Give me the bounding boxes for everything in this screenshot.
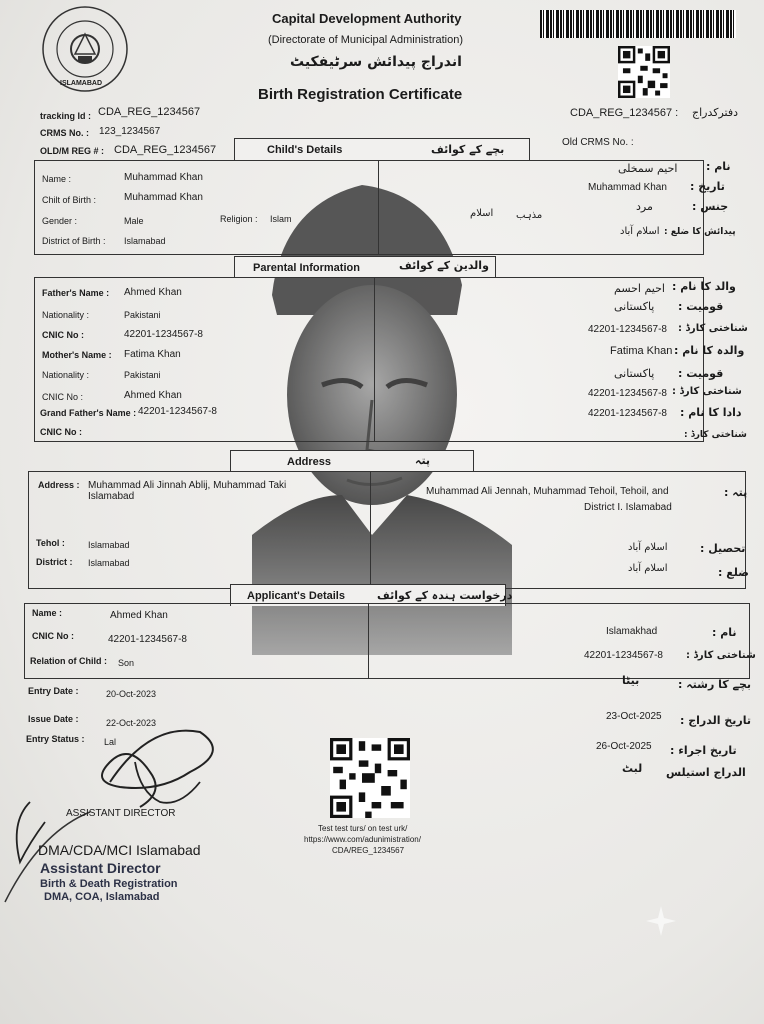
child-birth-label: Chilt of Birth :	[42, 195, 97, 205]
cnic-3-label: CNIC No :	[40, 427, 82, 437]
nationality-1-value-urdu: پاکستانی	[614, 300, 655, 313]
entry-date-label: Entry Date :	[28, 686, 79, 696]
directorate-name: (Directorate of Municipal Administration)	[268, 34, 464, 46]
relation-label-urdu: بچے کا رشتہ :	[678, 678, 752, 691]
nationality-1-label: Nationality :	[42, 310, 90, 320]
tehsil-label: Tehol :	[36, 538, 65, 548]
office-name: DMA/CDA/MCI Islamabad	[38, 842, 201, 858]
entry-status-value-urdu: لبٹ	[622, 762, 643, 775]
applicant-title: Applicant's Details	[247, 590, 345, 602]
tracking-id-label: tracking Id :	[40, 111, 92, 121]
child-religion-value: Islam	[270, 214, 292, 224]
assistant-director-small: ASSISTANT DIRECTOR	[66, 808, 176, 819]
grandfather-label-urdu: دادا کا نام :	[680, 406, 742, 419]
cnic-2-label: CNIC No :	[42, 392, 84, 402]
verify-line-1: Test test turs/ on test urk/	[318, 824, 408, 833]
child-birth-value: Muhammad Khan	[124, 192, 203, 203]
stamp-line-3: DMA, COA, Islamabad	[44, 891, 160, 903]
address-title: Address	[287, 456, 332, 468]
qr-code-top	[618, 46, 670, 98]
applicant-title-urdu: درخواست ہندہ کے کوائف	[377, 589, 513, 602]
grandfather-value-urdu: 42201-1234567-8	[588, 408, 667, 419]
issue-date-label-urdu: تاریخ اجراء :	[670, 744, 737, 757]
oldm-reg-label: OLD/M REG # :	[40, 146, 105, 156]
entry-status-label-urdu: الدراج استیلس	[666, 766, 746, 779]
cnic-1-value-urdu: 42201-1234567-8	[588, 324, 667, 335]
authority-name: Capital Development Authority	[272, 11, 462, 26]
issue-date-value-urdu: 26-Oct-2025	[596, 741, 652, 752]
applicant-name-label-urdu: نام :	[712, 626, 737, 639]
right-ref-value: CDA_REG_1234567 :	[570, 107, 679, 119]
verify-line-2: https://www.com/adunimistration/	[304, 835, 421, 844]
applicant-divider	[368, 603, 369, 679]
father-name-value: Ahmed Khan	[124, 287, 182, 298]
nationality-1-label-urdu: قومیت :	[678, 300, 724, 313]
address-label-urdu: پتہ :	[724, 486, 748, 499]
nationality-2-value-urdu: پاکستانی	[614, 367, 655, 380]
oldm-reg-value: CDA_REG_1234567	[114, 144, 217, 156]
address-district-label: District :	[36, 557, 73, 567]
child-details-title: Child's Details	[267, 144, 343, 156]
mother-name-label: Mother's Name :	[42, 350, 112, 360]
parental-info-title-urdu: والدین کے کوائف	[399, 259, 489, 272]
address-value-line2: Islamabad	[88, 491, 135, 502]
child-date-value-urdu: Muhammad Khan	[588, 182, 667, 193]
parental-info-divider	[374, 277, 375, 442]
child-district-value: Islamabad	[124, 236, 166, 246]
right-ref-label: دفترکدراج	[692, 106, 739, 119]
child-district-label: District of Birth :	[42, 236, 106, 246]
cnic-2-value: Ahmed Khan	[124, 390, 182, 401]
cnic-1-label: CNIC No :	[42, 330, 84, 340]
child-name-label: Name :	[42, 174, 72, 184]
issue-date-label: Issue Date :	[28, 714, 79, 724]
entry-date-value: 20-Oct-2023	[106, 689, 157, 699]
entry-status-label: Entry Status :	[26, 734, 85, 744]
mother-name-value-urdu: Fatima Khan	[610, 345, 673, 357]
relation-label: Relation of Child :	[30, 656, 107, 666]
grandfather-name-label: Grand Father's Name :	[40, 408, 137, 418]
father-name-value-urdu: احیم احسم	[614, 282, 665, 295]
father-name-label: Father's Name :	[42, 288, 110, 298]
child-religion-label-urdu: مذہب	[516, 210, 543, 221]
applicant-cnic-label-urdu: شناختی کارڈ :	[686, 650, 756, 661]
crms-label: CRMS No. :	[40, 128, 89, 138]
child-details-header	[234, 138, 530, 160]
entry-status-value: Lal	[104, 737, 117, 747]
address-value-urdu-line2: District I. Islamabad	[584, 502, 672, 513]
parental-info-title: Parental Information	[253, 262, 360, 274]
address-district-value-urdu: اسلام آباد	[628, 563, 668, 574]
father-name-label-urdu: والد کا نام :	[672, 280, 736, 293]
cnic-2-value-urdu: 42201-1234567-8	[588, 388, 667, 399]
address-title-urdu: پتہ	[415, 454, 431, 467]
registration-date-value: 23-Oct-2025	[606, 711, 662, 722]
cnic-3-label-urdu: شناختی کارڈ :	[684, 430, 747, 440]
nationality-2-label: Nationality :	[42, 370, 90, 380]
child-district-label-urdu: پیدائش کا ضلع :	[664, 227, 736, 237]
issue-date-value: 22-Oct-2023	[106, 718, 157, 728]
child-gender-value: Male	[124, 216, 144, 226]
address-divider	[370, 471, 371, 589]
address-header	[230, 450, 474, 472]
applicant-name-value-urdu: Islamakhad	[606, 626, 658, 637]
child-name-value: Muhammad Khan	[124, 172, 203, 183]
child-details-title-urdu: بچے کے کوائف	[431, 143, 505, 156]
applicant-name-label: Name :	[32, 608, 63, 618]
child-religion-value-urdu: اسلام	[470, 208, 494, 219]
child-gender-label: Gender :	[42, 216, 78, 226]
stamp-line-2: Birth & Death Registration	[40, 878, 178, 890]
cnic-1-value: 42201-1234567-8	[124, 329, 203, 340]
child-name-value-urdu: احیم سمخلی	[618, 162, 678, 175]
title-english: Birth Registration Certificate	[258, 86, 463, 103]
barcode	[540, 10, 736, 38]
parental-info-header	[234, 256, 496, 278]
nationality-2-label-urdu: قومیت :	[678, 367, 724, 380]
applicant-name-value: Ahmed Khan	[110, 610, 168, 621]
tehsil-value-urdu: اسلام آباد	[628, 542, 668, 553]
address-value-line1: Muhammad Ali Jinnah Ablij, Muhammad Taki	[88, 480, 287, 491]
nationality-1-value: Pakistani	[124, 310, 161, 320]
applicant-cnic-label: CNIC No :	[32, 631, 74, 641]
child-details-divider	[378, 160, 379, 255]
child-district-value-urdu: اسلام آباد	[620, 226, 660, 237]
child-religion-label: Religion :	[220, 214, 258, 224]
cnic-2-label-urdu: شناختی کارڈ :	[672, 386, 742, 397]
sparkle-icon	[646, 906, 676, 936]
grandfather-name-value: 42201-1234567-8	[138, 406, 217, 417]
verify-line-3: CDA/REG_1234567	[332, 846, 405, 855]
title-urdu: اندراج پیدائش سرٹیفکیٹ	[290, 54, 462, 70]
seal-city: ISLAMABAD	[60, 80, 102, 87]
stamp-title: Assistant Director	[40, 860, 161, 876]
applicant-cnic-value-urdu: 42201-1234567-8	[584, 650, 663, 661]
child-name-label-urdu: نام :	[706, 160, 731, 173]
registration-date-label: تاریخ الدراج :	[680, 714, 751, 727]
address-value-urdu-line1: Muhammad Ali Jennah, Muhammad Tehoil, Tehoil, and	[426, 486, 669, 497]
cnic-1-label-urdu: شناختی کارڈ :	[678, 323, 748, 334]
child-gender-value-urdu: مرد	[636, 200, 653, 213]
nationality-2-value: Pakistani	[124, 370, 161, 380]
address-label: Address :	[38, 480, 80, 490]
address-district-label-urdu: ضلع :	[718, 566, 749, 579]
relation-value: Son	[118, 658, 135, 668]
crms-value: 123_1234567	[99, 126, 161, 137]
child-gender-label-urdu: جنس :	[692, 200, 729, 213]
mother-name-label-urdu: والدہ کا نام :	[674, 344, 745, 357]
relation-value-urdu: بیٹا	[622, 674, 640, 687]
applicant-cnic-value: 42201-1234567-8	[108, 634, 187, 645]
tehsil-value: Islamabad	[88, 540, 130, 550]
mother-name-value: Fatima Khan	[124, 349, 181, 360]
old-crms-label: Old CRMS No. :	[562, 137, 634, 148]
qr-code-verify	[330, 738, 410, 818]
tehsil-label-urdu: تحصیل :	[700, 542, 746, 555]
address-district-value: Islamabad	[88, 558, 130, 568]
tracking-id-value: CDA_REG_1234567	[98, 106, 201, 118]
child-date-label-urdu: تاریخ :	[690, 180, 725, 193]
